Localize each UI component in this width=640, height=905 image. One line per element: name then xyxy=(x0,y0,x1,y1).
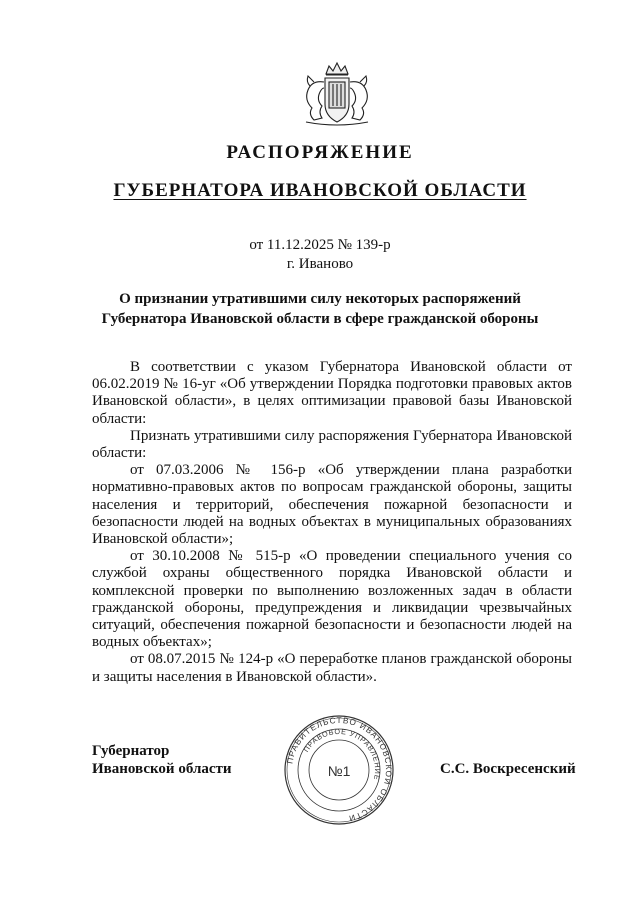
subject-line-1: О признании утратившими силу некоторых распоряжений xyxy=(119,291,521,307)
official-stamp xyxy=(283,714,395,826)
document-title: РАСПОРЯЖЕНИЕ xyxy=(226,142,414,163)
signatory-position-line-1: Губернатор xyxy=(92,743,170,759)
signatory-name: С.С. Воскресенский xyxy=(440,761,576,777)
issuer-title: ГУБЕРНАТОРА ИВАНОВСКОЙ ОБЛАСТИ xyxy=(113,180,527,201)
body-paragraph-4: от 30.10.2008 № 515-р «О проведении специального учения со службой охраны общественного порядка Ивановской области и комплексной проверки по выполнению возложенных задач в области гражданской обороны, предупреждения и ликвидации чрезвычайных ситуаций, обеспечения пожарной безопасности и безопасности людей на водных объектах»; xyxy=(92,548,572,651)
document-body xyxy=(92,359,572,686)
body-paragraph-5: от 08.07.2015 № 124-р «О переработке планов гражданской обороны и защиты населения в Ивановской области». xyxy=(92,651,572,685)
signatory-position-line-2: Ивановской области xyxy=(92,761,232,777)
body-paragraph-3: от 07.03.2006 № 156-р «Об утверждении плана разработки нормативно-правовых актов по вопросам гражданской обороны, защиты населения и территорий, обеспечения пожарной безопасности и безопасности людей на водных объектах в муниципальных образованиях Ивановской области»; xyxy=(92,462,572,548)
document-subject xyxy=(40,289,600,329)
subject-line-2: Губернатора Ивановской области в сфере гражданской обороны xyxy=(101,311,539,327)
stamp-number: №1 xyxy=(327,763,351,779)
body-paragraph-1: В соответствии с указом Губернатора Ивановской области от 06.02.2019 № 16-уг «Об утверждении Порядка подготовки правовых актов Ивановской области», в целях оптимизации правовой базы Ивановской области: xyxy=(92,359,572,427)
coat-of-arms-icon xyxy=(296,60,378,128)
signatory-position xyxy=(92,742,232,778)
body-paragraph-2: Признать утратившими силу распоряжения Губернатора Ивановской области: xyxy=(92,427,572,462)
document-city: г. Иваново xyxy=(286,256,354,272)
stamp-outer-text: ПРАВИТЕЛЬСТВО ИВАНОВСКОЙ ОБЛАСТИ xyxy=(285,715,394,824)
stamp-inner-text: ПРАВОВОЕ УПРАВЛЕНИЕ xyxy=(301,726,383,782)
document-date-number: от 11.12.2025 № 139-р xyxy=(249,237,391,253)
